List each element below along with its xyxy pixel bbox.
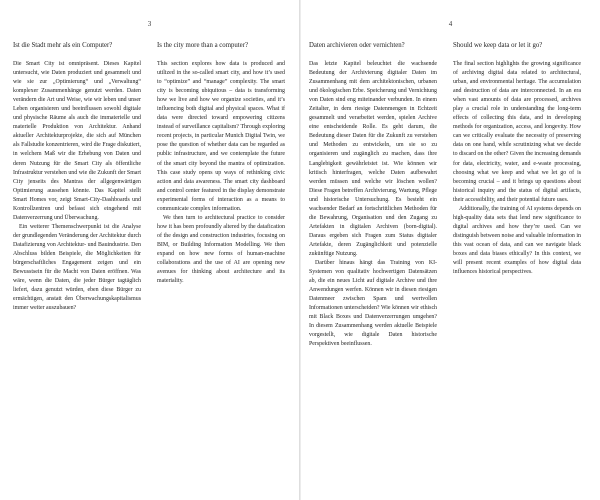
- section-heading-german: Ist die Stadt mehr als ein Computer?: [13, 42, 113, 49]
- section-heading-german: Daten archivieren oder vernichten?: [309, 42, 405, 49]
- left-page: [0, 0, 299, 500]
- paragraph: The final section highlights the growing significance of archiving digital data related to architectural, urban, and environmental heritage. The accumulation and destruction of data are interconnected. In an era when vast amounts of data are processed, archives play a crucial role in understanding the long-term effects of collecting this data, and in developing methods for organization, access, and longevity. How can we critically evaluate the necessity of preserving data on one hand, while scrutinizing what we decide to discard on the other? Given the increasing demands for data, electricity, water, and e-waste processing, choosing what we keep and what we let go of is becoming crucial – and it brings up questions about historical inquiry and the status of digital artifacts, their accessibility, and their potential future uses.: [453, 61, 581, 203]
- page-number-right: 4: [448, 20, 453, 28]
- paragraph: This section explores how data is produced and utilized in the so-called smart city, and how it’s used to “optimize” and “manage” complexity. The smart city is becoming ubiquitous – data is transforming how we live and how we organize societies, and it’s influencing both digital and physical spaces. What if data were directed toward empowering citizens instead of surveillance capitalism? Through exploring recent projects, in particular Munich Digital Twin, we pose the question of whether data can be regarded as public infrastructure, and we contemplate the future of the smart city beyond the mantra of optimization. This case study opens up ways of rethinking civic action and data awareness. The smart city dashboard and control center featured in the display demonstrate experimental forms of interaction as a means to communicate complex information.: [157, 61, 285, 212]
- paragraph: Additionally, the training of AI systems depends on high-quality data sets that lend new significance to digital archives and how they’re used. Can we distinguish between noise and valuable information in this vast ocean of data, and can we navigate black boxes and data biases ethically? In this context, we will present recent examples of how digital data influences historical perspectives.: [453, 205, 581, 276]
- german-column-right: [309, 41, 437, 350]
- paragraph: We then turn to architectural practice to consider how it has been profoundly altered by the datafication of the design and construction industries, focusing on BIM, or Building Information Modelling. We then expand on how new forms of human-machine collaborations and the use of AI are opening new avenues for thinking about architecture and its materiality.: [157, 214, 285, 285]
- section-heading-english: Is the city more than a computer?: [157, 42, 248, 49]
- english-column-right: [453, 41, 581, 277]
- english-column-left: [157, 41, 285, 286]
- page-number-left: 3: [147, 20, 152, 28]
- right-page: [301, 0, 600, 500]
- paragraph: Darüber hinaus hängt das Training von KI-Systemen von qualitativ hochwertigen Datensätzen ab, die ein neues Licht auf digitale Archive und ihre Anwendungen werfen. Können wir in diesen riesigen Datenmeer zwischen Spam und wertvollen Informationen unterscheiden? Wie können wir ethisch mit Black Boxes und Datenverzerrungen umgehen? In diesem Zusammenhang werden aktuelle Beispiele vorgestellt, wie digitale Daten historische Perspektiven beeinflussen.: [309, 260, 437, 348]
- paragraph: Das letzte Kapitel beleuchtet die wachsende Bedeutung der Archivierung digitaler Daten im Zusammenhang mit dem architektonischen, urbanen und ökologischen Erbe. Speicherung und Vernichtung von Daten sind eng miteinander verbunden. In einem Zeitalter, in dem riesige Datenmengen in Echtzeit gesammelt und verarbeitet werden, spielen Archive eine entscheidende Rolle. Es geht darum, die Bedeutung dieser Daten für die Zukunft zu verstehen und Methoden zu entwickeln, um sie so zu organisieren und zugänglich zu machen, dass ihre Langlebigkeit gewährleistet ist. Wie können wir kritisch hinterfragen, welche Daten aufbewahrt werden müssen und welche wir löschen wollen? Diese Fragen betreffen Archivierung, Wartung, Pflege und historische Untersuchung. Es besteht ein wachsender Bedarf an fortschrittlichen Methoden für die Bewahrung, Organisation und den Zugang zu Artefakten in digitalen Archiven (born-digital). Daraus ergeben sich Fragen zum Status digitaler Artefakte, deren Zugänglichkeit und potenzielle zukünftige Nutzung.: [309, 61, 437, 257]
- german-column-left: [13, 41, 141, 313]
- paragraph: Ein weiterer Themenschwerpunkt ist die Analyse der grundlegenden Veränderung der Architektur durch Datafizierung von Architektur- und Bauindustrie. Den Abschluss bilden Beispiele, die Möglichkeiten für bürgerschaftliches Engagement zeigen und ein Bewusstsein für die Macht von Daten eröffnen. Was wäre, wenn die Daten, die jeder Bürger tagtäglich liefert, dazu genutzt würden, eben diese Bürger zu ermächtigen, anstatt den Überwachungskapitalismus immer weiter auszubauen?: [13, 223, 141, 312]
- section-heading-english: Should we keep data or let it go?: [453, 42, 543, 49]
- paragraph: Die Smart City ist omnipräsent. Dieses Kapitel untersucht, wie Daten produziert und gesammelt und wie sie zur „Optimierung“ und „Verwaltung“ komplexer Zusammenhänge genutzt werden. Daten verändern die Art und Weise, wie wir leben und unser Leben organisieren und beeinflussen sowohl digitale und physische Räume als auch die immaterielle und materielle Produktion von Architektur. Anhand aktueller Architekturprojekte, die sich auf München als Fallstudie konzentrieren, wird die Frage diskutiert, in welchem Maß wir die Erhebung von Daten und deren Nutzung für die Smart City als öffentliche Infrastruktur verstehen und wie die Zukunft der Smart City jenseits des Mantras der allgegenwärtigen Optimierung aussehen könnte. Das Kapitel stellt Smart Homes vor, zeigt Smart-City-Dashboards und Kontrollzentren und befasst sich eingehend mit Datenverzerrung und Überwachung.: [13, 61, 141, 221]
